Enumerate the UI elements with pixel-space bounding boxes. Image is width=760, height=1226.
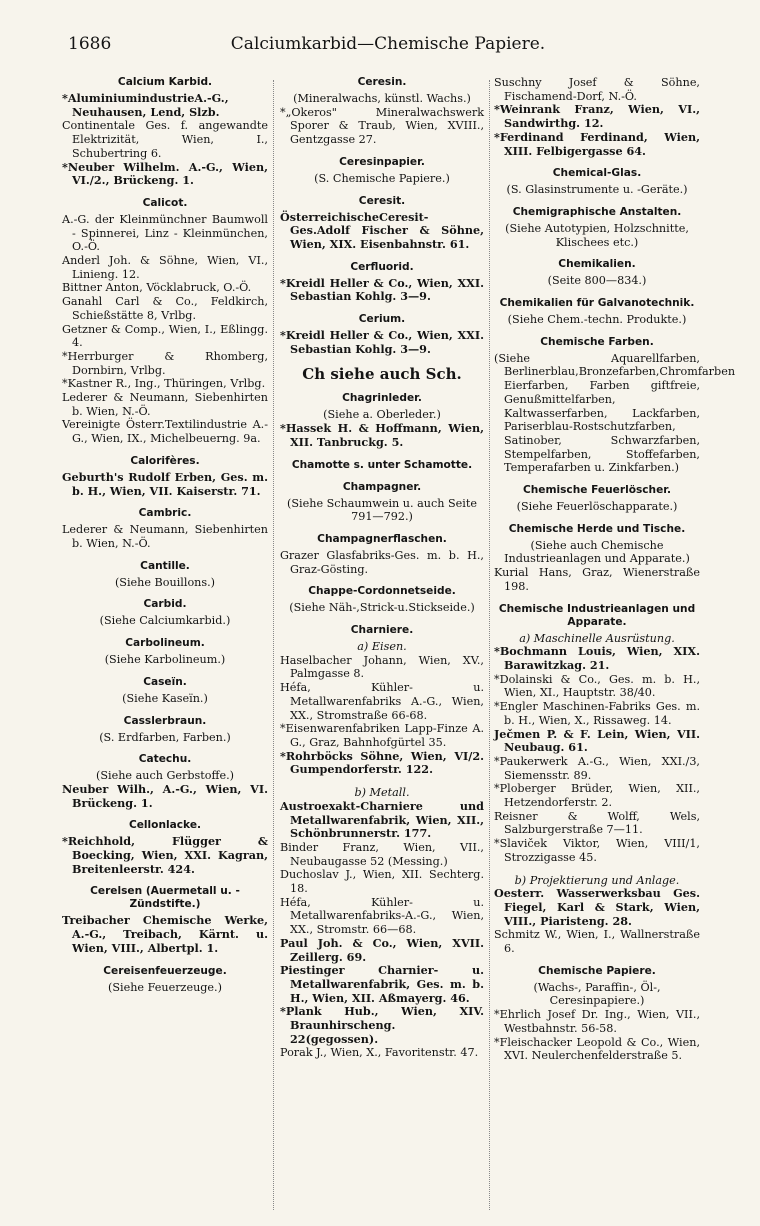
section-heading: Calcium Karbid. xyxy=(117,76,213,88)
directory-entry: Binder Franz, Wien, VII., Neubaugasse 52 (Messing.) xyxy=(280,840,484,868)
section-heading: Ceresin. xyxy=(357,76,407,88)
directory-entry: Bittner Anton, Vöcklabruck, O.-Ö. xyxy=(62,281,252,295)
section-note: (Siehe Näh-,Strick-u.Stickseide.) xyxy=(289,601,475,615)
directory-entry: *Bochmann Louis, Wien, XIX. Barawitzkag. 21. xyxy=(494,644,700,672)
section-heading: Cambric. xyxy=(138,507,192,520)
directory-section xyxy=(494,258,700,288)
directory-section xyxy=(280,533,484,576)
directory-section xyxy=(494,167,700,197)
directory-entry: *Kastner R., Ing., Thüringen, Vrlbg. xyxy=(62,377,266,391)
directory-entry: *Paukerwerk A.-G., Wien, XXI./3, Siemensstr. 89. xyxy=(494,754,700,782)
directory-section xyxy=(280,365,484,383)
directory-entry: Continentale Ges. f. angewandte Elektrizität, Wien, I., Schubertring 6. xyxy=(62,119,268,160)
directory-entry: Lederer & Neumann, Siebenhirten b. Wien, N.-Ö. xyxy=(62,391,268,418)
directory-entry: Reisner & Wolff, Wels, Salzburgerstraße 7—11. xyxy=(494,809,700,837)
directory-section xyxy=(62,819,268,876)
section-heading: Chagrinleder. xyxy=(342,392,422,405)
section-heading: Catechu. xyxy=(138,753,192,766)
section-heading: Chemikalien für Galvanotechnik. xyxy=(499,297,695,310)
section-heading: Chemische Farben. xyxy=(540,335,654,348)
directory-section xyxy=(62,598,268,628)
directory-section xyxy=(62,965,268,995)
directory-entry: *Fleischacker Leopold & Co., Wien, XVI. Neulerchenfelderstraße 5. xyxy=(494,1035,700,1063)
directory-entry: Austroexakt-Charniere und Metallwarenfabrik, Wien, XII., Schönbrunnerstr. 177. xyxy=(280,798,484,841)
section-note: (Siehe auch Chemische Industrieanlagen und Apparate.) xyxy=(504,538,690,566)
section-heading: Chemische Industrieanlagen und Apparate. xyxy=(498,602,696,628)
section-heading: Cellonlacke. xyxy=(128,819,202,832)
section-note: (Mineralwachs, künstl. Wachs.) xyxy=(293,92,471,105)
directory-entry: Ječmen P. & F. Lein, Wien, VII. Neubaug. 61. xyxy=(494,726,700,755)
section-note: (Siehe auch Gerbstoffe.) xyxy=(95,769,235,783)
section-heading: Charniere. xyxy=(350,624,414,637)
section-note: (Siehe Feuerzeuge.) xyxy=(108,980,222,994)
directory-entry: *Eisenwarenfabriken Lapp-Finze A. G., Graz, Bahnhofgürtel 35. xyxy=(280,722,484,749)
section-note: (Siehe Schaumwein u. auch Seite 791—792.) xyxy=(287,496,477,524)
directory-entry: *Engler Maschinen-Fabriks Ges. m. b. H., Wien, X., Rissaweg. 14. xyxy=(494,700,700,727)
section-heading: Caseïn. xyxy=(143,675,187,688)
directory-section xyxy=(62,197,268,446)
column-left xyxy=(62,76,268,1003)
section-heading: Chemische Feuerlöscher. xyxy=(522,484,672,497)
directory-section xyxy=(494,297,700,327)
directory-entry: *Ploberger Brüder, Wien, XII., Hetzendorferstr. 2. xyxy=(494,782,700,810)
section-heading: Ch siehe auch Sch. xyxy=(302,365,462,384)
section-subheading: b) Metall. xyxy=(354,786,410,800)
section-heading: Cantille. xyxy=(140,559,190,572)
section-note: (Siehe Autotypien, Holzschnitte, Klischees etc.) xyxy=(505,221,689,249)
section-heading: Champagner. xyxy=(342,480,422,493)
section-subheading: b) Projektierung und Anlage. xyxy=(514,873,680,887)
directory-entry: Piestinger Charnier- u. Metallwarenfabrik, Ges. m. b. H., Wien, XII. Aßmayerg. 46. xyxy=(280,963,484,1005)
directory-entry: A.-G. der Kleinmünchner Baumwoll - Spinnerei, Linz - Kleinmünchen, O.-Ö. xyxy=(62,212,268,254)
directory-entry: *Rohrböcks Söhne, Wien, VI/2. Gumpendorferstr. 122. xyxy=(280,748,484,777)
directory-entry: *Weinrank Franz, Wien, VI., Sandwirthg. 12. xyxy=(494,102,700,131)
section-heading: Cereisenfeuerzeuge. xyxy=(103,964,227,977)
directory-section xyxy=(62,885,268,955)
section-heading: Chemische Herde und Tische. xyxy=(508,522,686,535)
directory-entry: Anderl Joh. & Söhne, Wien, VI., Linieng. 12. xyxy=(62,254,268,281)
section-note: (Seite 800—834.) xyxy=(547,274,647,288)
column-middle xyxy=(280,76,484,1069)
directory-entry: Oesterr. Wasserwerksbau Ges. Fiegel, Karl & Stark, Wien, VIII., Piaristeng. 28. xyxy=(494,886,700,928)
directory-section xyxy=(280,156,484,186)
directory-entry: *Ehrlich Josef Dr. Ing., Wien, VII., Westbahnstr. 56-58. xyxy=(494,1008,700,1035)
directory-section xyxy=(494,484,700,514)
section-heading: Chemische Papiere. xyxy=(538,964,656,977)
directory-entry: Suschny Josef & Söhne, Fischamend-Dorf, N.-Ö. xyxy=(494,76,700,103)
column-divider xyxy=(489,80,490,1210)
directory-entry: Héfa, Kühler- u. Metallwarenfabriks A.-G., Wien, XX., Stromstraße 66-68. xyxy=(280,681,484,722)
directory-entry: *Reichhold, Flügger & Boecking, Wien, XXI. Kagran, Breitenleerstr. 424. xyxy=(62,834,268,876)
section-heading: Champagnerflaschen. xyxy=(317,532,447,545)
directory-entry: Héfa, Kühler- u. Metallwarenfabriks-A.-G., Wien, XX., Stromstr. 66—68. xyxy=(280,895,484,937)
page-number: 1686 xyxy=(68,34,112,54)
directory-section xyxy=(280,313,484,356)
directory-section xyxy=(62,676,268,706)
section-heading: Calorifères. xyxy=(130,454,200,467)
directory-entry: *„Okeros" Mineralwachswerk Sporer & Traub, Wien, XVIII., Gentzgasse 27. xyxy=(280,105,484,147)
column-divider xyxy=(273,80,274,1210)
directory-section xyxy=(62,753,268,810)
directory-entry: Duchoslav J., Wien, XII. Sechterg. 18. xyxy=(280,868,484,896)
directory-entry: *Kreidl Heller & Co., Wien, XXI. Sebastian Kohlg. 3—9. xyxy=(280,275,484,304)
section-subheading: a) Maschinelle Ausrüstung. xyxy=(519,631,675,645)
directory-section xyxy=(494,965,700,1063)
section-note: (Wachs-, Paraffin-, Öl-, Ceresinpapiere.) xyxy=(533,980,661,1008)
directory-section xyxy=(494,874,700,956)
directory-entry: Treibacher Chemische Werke, A.-G., Treibach, Kärnt. u. Wien, VIII., Albertpl. 1. xyxy=(62,913,268,955)
directory-section xyxy=(280,624,484,777)
directory-entry: *AluminiumindustrieA.-G., Neuhausen, Lend, Slzb. xyxy=(62,91,229,119)
section-heading: Carbolineum. xyxy=(125,637,205,650)
section-heading: Cerium. xyxy=(358,313,406,326)
section-heading: Chemical-Glas. xyxy=(552,167,642,180)
directory-section xyxy=(280,786,484,1060)
directory-section xyxy=(62,507,268,550)
directory-entry: Getzner & Comp., Wien, I., Eßlingg. 4. xyxy=(62,322,268,350)
page-header xyxy=(68,34,708,60)
directory-section xyxy=(280,76,484,147)
section-subheading: a) Eisen. xyxy=(357,640,407,654)
section-note: (Siehe Kaseïn.) xyxy=(122,691,208,705)
directory-section xyxy=(280,585,484,615)
directory-entry: *Ferdinand Ferdinand, Wien, XIII. Felbigergasse 64. xyxy=(494,129,700,158)
directory-section xyxy=(280,459,484,472)
directory-entry: Kurial Hans, Graz, Wienerstraße 198. xyxy=(494,566,700,593)
section-note: (S. Glasinstrumente u. -Geräte.) xyxy=(506,183,688,197)
directory-section xyxy=(494,206,700,249)
directory-entry: Vereinigte Österr.Textilindustrie A.-G., Wien, IX., Michelbeuerng. 9a. xyxy=(62,418,268,446)
section-heading: Calicot. xyxy=(142,196,188,209)
directory-section xyxy=(280,195,484,252)
directory-entry: *Plank Hub., Wien, XIV. Braunhirscheng. 22(gegossen). xyxy=(280,1004,484,1046)
section-heading: Carbid. xyxy=(143,598,187,611)
directory-entry: *Kreidl Heller & Co., Wien, XXI. Sebastian Kohlg. 3—9. xyxy=(280,328,484,356)
section-heading: Ceresinpapier. xyxy=(339,155,425,168)
column-right xyxy=(494,76,736,1072)
section-heading: Chemigraphische Anstalten. xyxy=(512,205,682,218)
directory-section xyxy=(494,76,700,158)
directory-section xyxy=(62,560,268,590)
section-heading: Cerelsen (Auermetall u. -Zündstifte.) xyxy=(90,885,240,911)
directory-entry: Haselbacher Johann, Wien, XV., Palmgasse 8. xyxy=(280,653,484,681)
directory-section xyxy=(494,335,736,475)
directory-section xyxy=(62,76,268,188)
directory-section xyxy=(494,603,700,865)
directory-entry: *Slaviček Viktor, Wien, VIII/1, Strozzigasse 45. xyxy=(494,837,700,864)
section-heading: Chappe-Cordonnetseide. xyxy=(308,585,456,598)
section-note: (S. Chemische Papiere.) xyxy=(314,171,450,185)
directory-entry: *Neuber Wilhelm. A.-G., Wien, VI./2., Brückeng. 1. xyxy=(62,159,268,188)
directory-entry: *Herrburger & Rhomberg, Dornbirn, Vrlbg. xyxy=(62,349,268,377)
section-heading: Casslerbraun. xyxy=(123,714,207,727)
directory-section xyxy=(494,523,700,594)
directory-entry: Geburth's Rudolf Erben, Ges. m. b. H., Wien, VII. Kaiserstr. 71. xyxy=(62,469,268,498)
directory-section xyxy=(62,455,268,498)
directory-entry: Paul Joh. & Co., Wien, XVII. Zeillerg. 69. xyxy=(280,935,484,964)
section-note: (Siehe a. Oberleder.) xyxy=(323,408,441,422)
directory-entry: Lederer & Neumann, Siebenhirten b. Wien, N.-Ö. xyxy=(62,523,268,550)
section-heading: Chamotte s. unter Schamotte. xyxy=(291,458,473,471)
directory-entry: (Siehe Aquarellfarben, Berlinerblau,Bronzefarben,Chromfarben Eierfarben, Farben giftfreie, Genußmittelfarben, Kaltwasserfarben, Lackfarben, Pariserblau-Rostschutzfarben, Satinober, Schwarzfarben, Stempelfarben, Stoffefarben, Temperafarben u. Zinkfarben.) xyxy=(494,351,736,475)
section-note: (Siehe Calciumkarbid.) xyxy=(99,614,231,628)
directory-entry: *Dolainski & Co., Ges. m. b. H., Wien, XI., Hauptstr. 38/40. xyxy=(494,672,700,700)
directory-entry: Neuber Wilh., A.-G., Wien, VI. Brückeng. 1. xyxy=(62,781,268,810)
directory-entry: ÖsterreichischeCeresit-Ges.Adolf Fischer & Söhne, Wien, XIX. Eisenbahnstr. 61. xyxy=(280,209,484,251)
section-heading: Ceresit. xyxy=(358,194,406,207)
page-title: Calciumkarbid—Chemische Papiere. xyxy=(230,34,546,54)
section-heading: Chemikalien. xyxy=(558,258,636,271)
directory-entry: Schmitz W., Wien, I., Wallnerstraße 6. xyxy=(494,928,700,956)
directory-section xyxy=(62,637,268,667)
section-note: (Siehe Karbolineum.) xyxy=(104,653,226,667)
section-note: (Siehe Bouillons.) xyxy=(114,575,216,589)
directory-entry: Grazer Glasfabriks-Ges. m. b. H., Graz-Gösting. xyxy=(280,548,484,576)
directory-section xyxy=(62,715,268,745)
directory-entry: Porak J., Wien, X., Favoritenstr. 47. xyxy=(280,1046,479,1060)
section-note: (S. Erdfarben, Farben.) xyxy=(99,730,231,744)
directory-section xyxy=(280,261,484,304)
directory-entry: Ganahl Carl & Co., Feldkirch, Schießstätte 8, Vrlbg. xyxy=(62,295,268,322)
directory-entry: *Hassek H. & Hoffmann, Wien, XII. Tanbruckg. 5. xyxy=(280,421,484,449)
section-heading: Cerfluorid. xyxy=(350,260,414,273)
section-note: (Siehe Chem.-techn. Produkte.) xyxy=(507,313,687,327)
directory-section xyxy=(280,392,484,449)
section-note: (Siehe Feuerlöschapparate.) xyxy=(516,500,678,514)
directory-section xyxy=(280,481,484,524)
